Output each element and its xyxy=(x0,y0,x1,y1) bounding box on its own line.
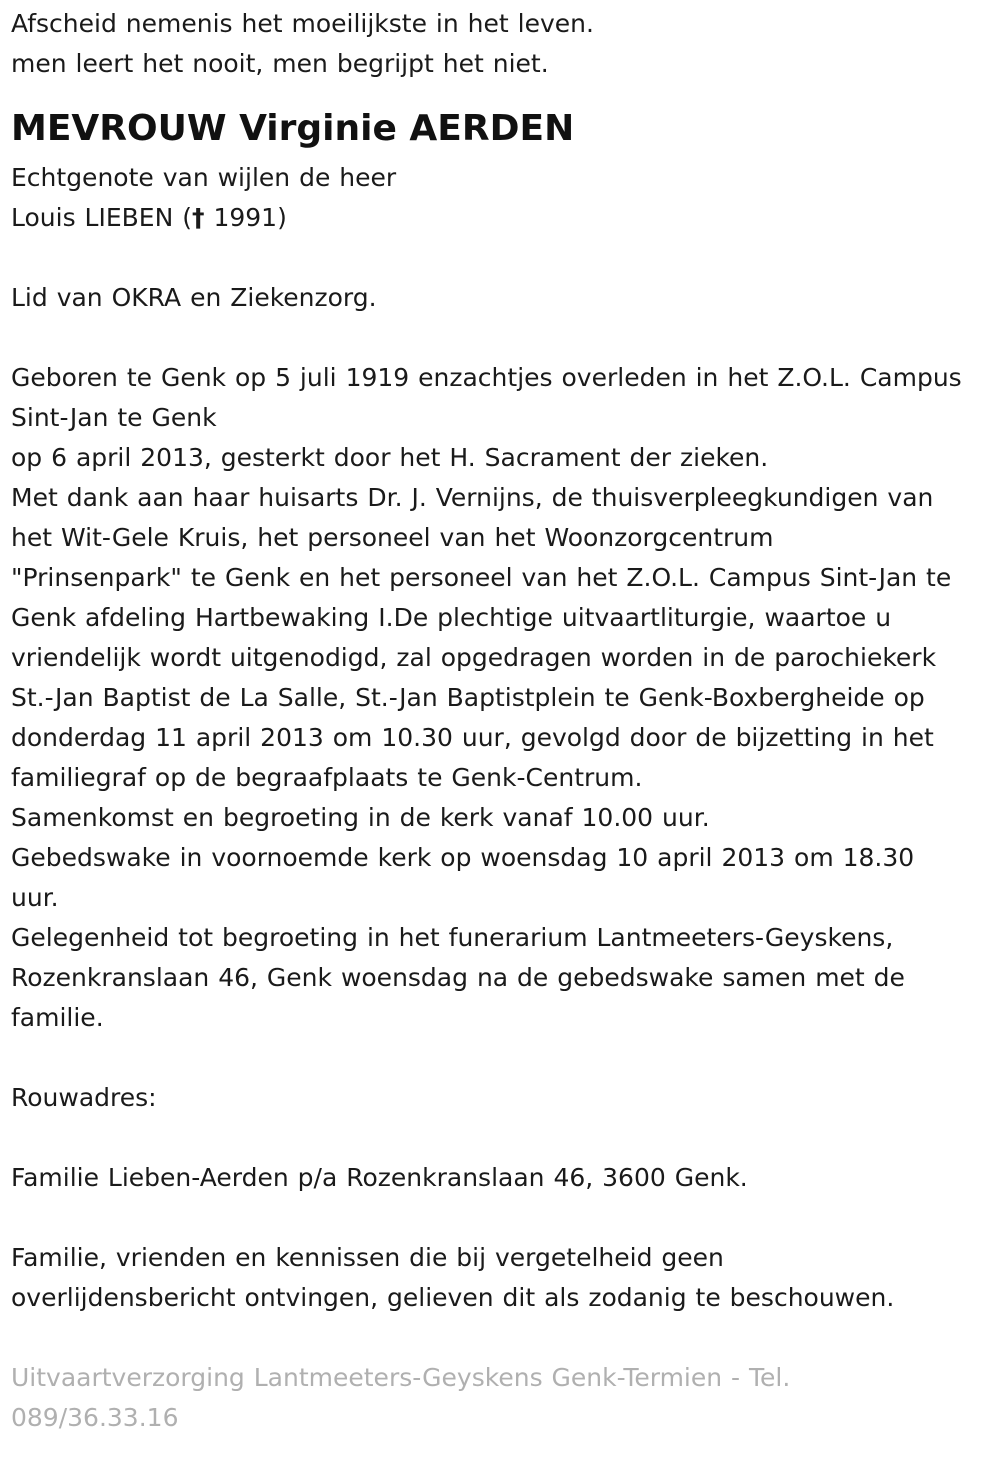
announcement-line: vriendelijk wordt uitgenodigd, zal opgedragen worden in de parochiekerk xyxy=(11,643,937,672)
spacer xyxy=(11,1198,990,1238)
announcement-line: donderdag 11 april 2013 om 10.30 uur, gevolgd door de bijzetting in het xyxy=(11,723,934,752)
announcement-line: Geboren te Genk op 5 juli 1919 enzachtjes overleden in het Z.O.L. Campus xyxy=(11,363,962,392)
notice-line: Familie, vrienden en kennissen die bij vergetelheid geen xyxy=(11,1243,724,1272)
announcement-line: "Prinsenpark" te Genk en het personeel van het Z.O.L. Campus Sint-Jan te xyxy=(11,563,952,592)
notice xyxy=(11,1238,990,1318)
verse-line: men leert het nooit, men begrijpt het niet. xyxy=(11,49,549,78)
announcement-line: het Wit-Gele Kruis, het personeel van het Woonzorgcentrum xyxy=(11,523,774,552)
verse xyxy=(11,4,990,84)
verse-line: Afscheid nemenis het moeilijkste in het leven. xyxy=(11,9,594,38)
membership: Lid van OKRA en Ziekenzorg. xyxy=(11,283,377,312)
spouse-info xyxy=(11,158,990,238)
announcement-body xyxy=(11,358,990,1038)
announcement-line: Gebedswake in voornoemde kerk op woensdag 10 april 2013 om 18.30 xyxy=(11,843,915,872)
address-label: Rouwadres: xyxy=(11,1083,157,1112)
cross-icon: † xyxy=(192,203,205,232)
announcement-line: familie. xyxy=(11,1003,104,1032)
announcement-line: Samenkomst en begroeting in de kerk vanaf 10.00 uur. xyxy=(11,803,710,832)
announcement-line: St.-Jan Baptist de La Salle, St.-Jan Baptistplein te Genk-Boxbergheide op xyxy=(11,683,925,712)
spacer xyxy=(11,318,990,358)
spacer xyxy=(11,1318,990,1358)
announcement-line: uur. xyxy=(11,883,59,912)
announcement-line: op 6 april 2013, gesterkt door het H. Sacrament der zieken. xyxy=(11,443,769,472)
notice-line: overlijdensbericht ontvingen, gelieven dit als zodanig te beschouwen. xyxy=(11,1283,895,1312)
funeral-home-footer xyxy=(11,1358,990,1438)
announcement-line: Rozenkranslaan 46, Genk woensdag na de gebedswake samen met de xyxy=(11,963,905,992)
announcement-line: Sint-Jan te Genk xyxy=(11,403,217,432)
announcement-line: familiegraf op de begraafplaats te Genk-Centrum. xyxy=(11,763,643,792)
footer-line: Uitvaartverzorging Lantmeeters-Geyskens Genk-Termien - Tel. xyxy=(11,1363,791,1392)
announcement-line: Gelegenheid tot begroeting in het funerarium Lantmeeters-Geyskens, xyxy=(11,923,894,952)
announcement-line: Met dank aan haar huisarts Dr. J. Vernijns, de thuisverpleegkundigen van xyxy=(11,483,934,512)
footer-phone: 089/36.33.16 xyxy=(11,1403,179,1432)
spacer xyxy=(11,1038,990,1078)
spouse-intro: Echtgenote van wijlen de heer xyxy=(11,163,397,192)
announcement-line: Genk afdeling Hartbewaking I.De plechtige uitvaartliturgie, waartoe u xyxy=(11,603,892,632)
deceased-name: MEVROUW Virginie AERDEN xyxy=(11,108,575,149)
spacer xyxy=(11,238,990,278)
spouse-line xyxy=(11,198,990,238)
spacer xyxy=(11,1118,990,1158)
address-value: Familie Lieben-Aerden p/a Rozenkranslaan 46, 3600 Genk. xyxy=(11,1163,748,1192)
spouse-name: Louis LIEBEN ( xyxy=(11,203,192,232)
spouse-year: 1991) xyxy=(204,203,287,232)
